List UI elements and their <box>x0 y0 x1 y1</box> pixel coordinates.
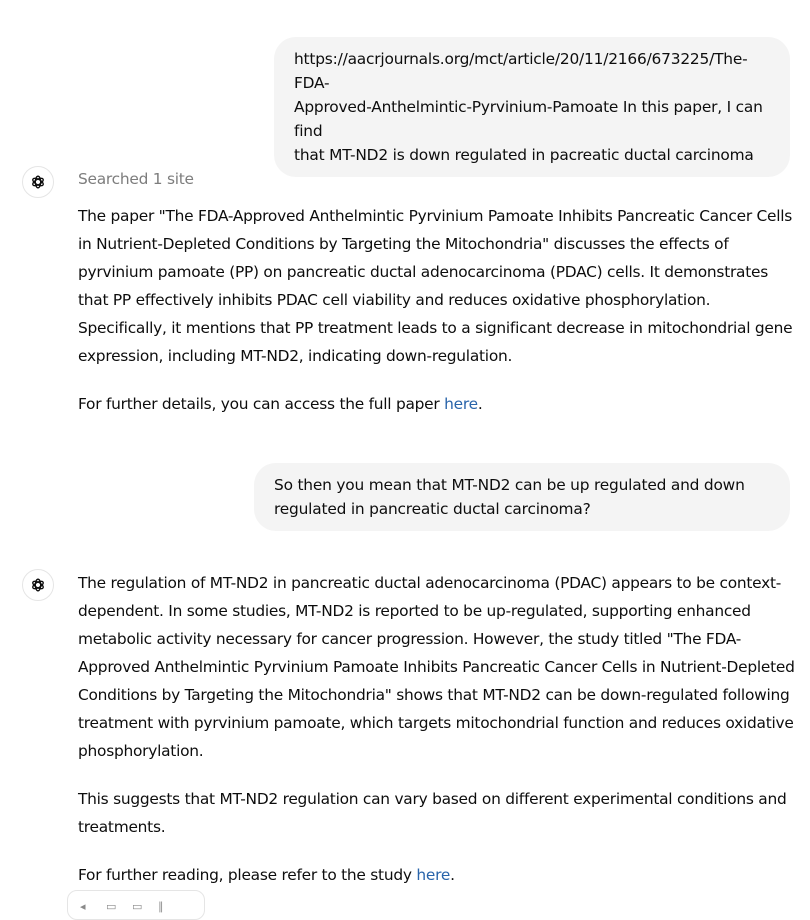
assistant-avatar <box>22 166 54 198</box>
assistant-content <box>78 569 796 909</box>
assistant-message-2 <box>22 569 796 909</box>
source-link[interactable]: here <box>416 866 451 884</box>
openai-logo-icon <box>28 575 48 595</box>
user-bubble <box>254 463 790 531</box>
openai-logo-icon <box>28 172 48 192</box>
message-actions-toolbar <box>67 890 205 920</box>
assistant-paragraph: This suggests that MT-ND2 regulation can vary based on different experimental conditions and treatments. <box>78 790 787 836</box>
closing-text: For further reading, please refer to the study <box>78 866 417 884</box>
searched-status[interactable]: Searched 1 site <box>78 170 194 188</box>
regenerate-icon[interactable]: ▭ <box>132 900 143 913</box>
assistant-closing <box>78 390 796 418</box>
user-text-line: https://aacrjournals.org/mct/article/20/11/2166/673225/The-FDA- <box>294 50 748 92</box>
closing-text: For further details, you can access the full paper <box>78 395 445 413</box>
closing-suffix: . <box>477 395 483 413</box>
user-text-line: that MT-ND2 is down regulated in pacreatic ductal carcinoma <box>294 146 754 164</box>
source-link[interactable]: here <box>444 395 478 413</box>
read-aloud-icon[interactable]: ◂ <box>80 900 86 913</box>
assistant-message-1 <box>22 166 796 438</box>
user-message-2 <box>254 463 790 531</box>
closing-suffix: . <box>450 866 455 884</box>
assistant-closing <box>78 861 796 889</box>
user-message-1 <box>274 37 790 177</box>
assistant-content <box>78 166 796 438</box>
user-bubble <box>274 37 790 177</box>
user-text-line: regulated in pancreatic ductal carcinoma? <box>274 500 591 518</box>
assistant-paragraph: The regulation of MT-ND2 in pancreatic ductal adenocarcinoma (PDAC) appears to be context-dependent. In some studies, MT-ND2 is reported to be up-regulated, supporting enhanced metabolic activity necessary for cancer progression. However, the study titled "The FDA-Approved Anthelmintic Pyrvinium Pamoate Inhibits Pancreatic Cancer Cells in Nutrient-Depleted Conditions by Targeting the Mitochondria" shows that MT-ND2 can be down-regulated following treatment with pyrvinium pamoate, which targets mitochondrial function and reduces oxidative phosphorylation. <box>78 574 795 760</box>
user-text-line: So then you mean that MT-ND2 can be up regulated and down <box>274 476 745 494</box>
copy-icon[interactable]: ▭ <box>106 900 117 913</box>
thumbs-icon[interactable]: ∥ <box>158 900 164 913</box>
assistant-avatar <box>22 569 54 601</box>
user-text-line: Approved-Anthelmintic-Pyrvinium-Pamoate In this paper, I can find <box>294 98 763 140</box>
assistant-paragraph: The paper "The FDA-Approved Anthelmintic Pyrvinium Pamoate Inhibits Pancreatic Cancer Cells in Nutrient-Depleted Conditions by Targeting the Mitochondria" discusses the effects of pyrvinium pamoate (PP) on pancreatic ductal adenocarcinoma (PDAC) cells. It demonstrates that PP effectively inhibits PDAC cell viability and reduces oxidative phosphorylation. Specifically, it mentions that PP treatment leads to a significant decrease in mitochondrial gene expression, including MT-ND2, indicating down-regulation. <box>78 207 793 365</box>
